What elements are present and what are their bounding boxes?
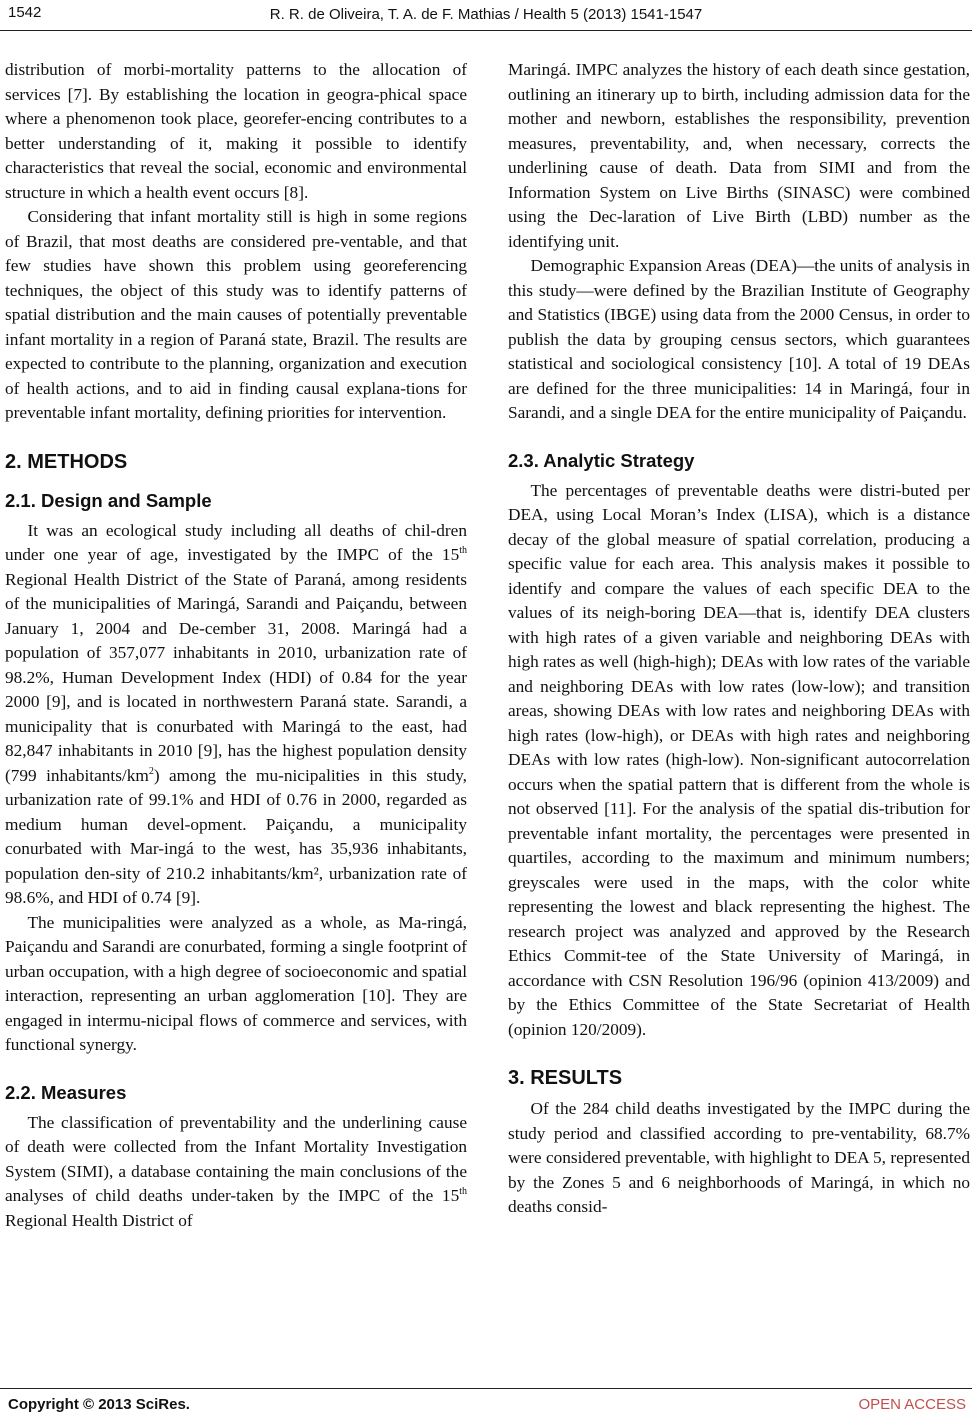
paragraph: The municipalities were analyzed as a whole, as Ma-ringá, Paiçandu and Sarandi are conurbated, forming a single footprint of urban occupation, with a high degree of socioeconomic and spatial interaction, representing an urban agglomeration [10]. They are engaged in intermu-nicipal flows of commerce and services, with functional synergy. bbox=[5, 912, 467, 1054]
paragraph: Considering that infant mortality still is high in some regions of Brazil, that most deaths are considered pre-ventable, and that few studies have shown this problem using georeferencing techniques, the object of this study was to identify patterns of spatial distribution and the main causes of potentially preventable infant mortality in a region of Paraná state, Brazil. The results are expected to contribute to the planning, organization and execution of health actions, and to aid in finding causal explana-tions for preventable infant mortality, defining priorities for intervention. bbox=[5, 207, 467, 422]
paragraph: Of the 284 child deaths investigated by the IMPC during the study period and classified according to pre-ventability, 68.7% were considered preventable, with highlight to DEA 5, represented by the Zones 5 and 6 neighborhoods of Maringá, in which no deaths consid- bbox=[508, 1099, 970, 1216]
paragraph: The classification of preventability and the underlining cause of death were collected from the Infant Mortality Investigation System (SIMI), a database containing the main conclusions of the analyses of child deaths under-taken by the IMPC of the 15th Regional Health District of bbox=[5, 1112, 467, 1230]
open-access-label: OPEN ACCESS bbox=[858, 1396, 966, 1413]
copyright: Copyright © 2013 SciRes. bbox=[8, 1396, 190, 1413]
paragraph: Maringá. IMPC analyzes the history of each death since gestation, outlining an itinerary up to birth, including admission data for the mother and newborn, establishes the responsibility, prevention measures, preventability, and, when necessary, corrects the underlining cause of death. Data from SIMI and from the Information System on Live Births (SINASC) were combined using the Dec-laration of Live Birth (LBD) number as the identifying unit. bbox=[508, 60, 970, 251]
subsection-heading-design: 2.1. Design and Sample bbox=[5, 489, 212, 511]
page-number: 1542 bbox=[8, 4, 42, 21]
subsection-heading-measures: 2.2. Measures bbox=[5, 1081, 127, 1103]
subsection-heading-analytic: 2.3. Analytic Strategy bbox=[508, 449, 695, 471]
section-heading-methods: 2. METHODS bbox=[5, 450, 128, 473]
paragraph: The percentages of preventable deaths were distri-buted per DEA, using Local Moran’s Index (LISA), which is a distance decay of the global measure of spatial correlation, producing a specific value for each area. This analysis makes it possible to identify and compare the values of each specific DEA to the values of its neigh-boring DEA—that is, identify DEA clusters with high rates of a given variable and neighboring DEAs with high rates as well (high-high); DEAs with low rates of the variable and neighboring DEAs with low rates (low-low); and transition areas, showing DEAs with low rates and neighboring DEAs with high rates (low-high), or DEAs with high rates and neighboring DEAs with low rates (high-low). Non-significant autocorrelation occurs when the spatial pattern that is different from the whole is not observed [11]. For the analysis of the spatial dis-tribution for preventable infant mortality, the percentages were presented in quartiles, according to the maximum and minimum numbers; greyscales were used in the maps, with the color white representing the lowest and black representing the highest. The research project was analyzed and approved by the Research Ethics Commit-tee of the State University of Maringá, in accordance with CSN Resolution 196/96 (opinion 413/2009) and by the Ethics Committee of the State Secretariat of Health (opinion 120/2009). bbox=[508, 480, 970, 1039]
section-heading-results: 3. RESULTS bbox=[508, 1067, 623, 1089]
header-rule bbox=[0, 30, 972, 31]
paragraph: Demographic Expansion Areas (DEA)—the units of analysis in this study—were defined by the Brazilian Institute of Geography and Statistics (IBGE) using data from the 2000 Census, in order to publish the data by grouping census sectors, which guarantees statistical and sociological consistency [10]. A total of 19 DEAs are defined for the three municipalities: 14 in Maringá, four in Sarandi, and a single DEA for the entire municipality of Paiçandu. bbox=[508, 256, 970, 422]
paragraph: distribution of morbi-mortality patterns to the allocation of services [7]. By establishing the location in geogra-phical space where a phenomenon took place, georefer-encing contributes to a better understanding of it, making it possible to identify characteristics that reveal the social, economic and environmental structure in which a health event occurs [8]. bbox=[5, 60, 467, 202]
left-column bbox=[5, 58, 467, 1233]
footer-rule bbox=[0, 1388, 972, 1389]
running-head bbox=[0, 0, 972, 40]
running-title: R. R. de Oliveira, T. A. de F. Mathias / Health 5 (2013) 1541-1547 bbox=[269, 6, 703, 23]
paragraph: It was an ecological study including all deaths of chil-dren under one year of age, investigated by the IMPC of the 15th Regional Health District of the State of Paraná, among residents of the municipalities of Maringá, Sarandi and Paiçandu, between January 1, 2004 and De-cember 31, 2008. Maringá had a population of 357,077 inhabitants in 2010, urbanization rate of 98.2%, Human Development Index (HDI) of 0.84 for the year 2000 [9], and is located in northwestern Paraná state. Sarandi, a municipality that is conurbated with Maringá to the east, had 82,847 inhabitants in 2010 [9], has the highest population density (799 inhabitants/$km^2$) among the mu-nicipalities in this study, urbanization rate of 99.1% and HDI of 0.76 in 2000, regarded as medium human devel-opment. Paiçandu, a municipality conurbated with Mar-ingá to the west, has 35,936 inhabitants, population den-sity of 210.2 inhabitants/km², urbanization rate of 98.6%, and HDI of 0.74 [9]. bbox=[5, 520, 467, 907]
right-column bbox=[508, 58, 970, 1220]
